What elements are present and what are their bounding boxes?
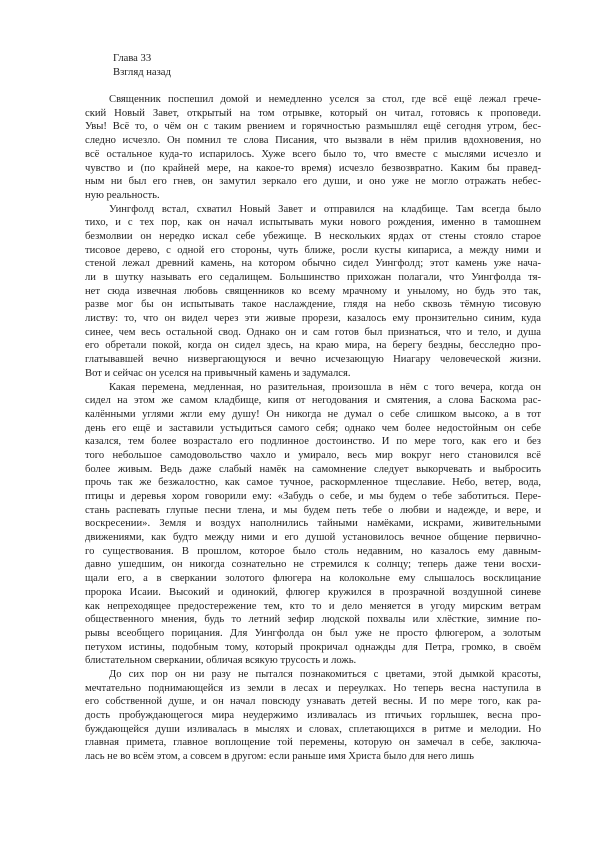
text-line: сидел на этом же самом кладбище, кипя от негодования и смятения, а слова Баскома рас- [85,395,541,407]
paragraph [85,203,541,381]
text-line: Священник поспешил домой и немедленно уселся за стол, где всё ещё лежал грече- [109,94,541,106]
text-line: стеной лежал древний камень, на котором обычно сидел Уингфолд; этот камень уже нача- [85,258,541,270]
text-line: главная примета, главное воплощение той перемены, которую он замечал в себе, заключа- [85,737,541,749]
text-line: разве мог бы он испытывать такое наслаждение, глядя на небо сквозь тёмную тисовую [85,299,541,311]
text-line: лась не во всём этом, а совсем в другом: если раньше имя Христа было для него лишь [85,751,474,763]
page-text-block [85,52,541,764]
chapter-subtitle: Взгляд назад [113,66,171,78]
text-line: стань распевать глупые песни тлена, и мы будем петь тебе о любви и надежде, и вере, и [85,504,541,516]
text-line: калёнными углями жгли ему душу! Он никогда не думал о себе слишком высоко, а в тот [85,408,541,420]
text-line: его обретали покой, когда он сидел здесь, на краю мира, на берегу бездны, бесследно про- [85,340,541,352]
text-line: буждающейся души изливалась в мыслях и словах, сплетающихся в ритме и мелодии. Но [85,723,541,735]
text-line: нет сюда извечная любовь священников ко всему мрачному и унылому, но будь это так, [85,285,541,297]
text-line: того небольшое самодовольство чахло и умирало, весь мир вокруг него становился всё [85,449,541,461]
chapter-heading: Глава 33 [113,53,152,64]
text-line: давно ушедшим, он никогда сознательно не стремился к солнцу; теперь даже тени восхи- [85,559,541,571]
text-line: ным ни был его гнев, он замутил зеркало его души, и оно уже не могло отражать небес- [85,176,541,188]
paragraph [85,93,541,203]
text-line: глатывавшей вечно низвергающуюся и вечно исчезающую Ниагару человеческой жизни. [85,354,541,366]
text-line: его собственной душе, и он начал повсюду узнавать детей весны. И по мере того, как ра- [85,696,541,708]
paragraph [85,381,541,668]
text-line: мечтательно поднимающейся из земли в лесах и переулках. Но теперь весна наступила в [85,682,541,694]
text-line: казался, тем более возрастало его подлинное достоинство. И по мере того, как его и без [85,436,541,448]
text-line: движениями, как будто между ними и его душой установилось вечное общение первично- [85,532,541,544]
text-line: птицы и деревья хором говорили ему: «Забудь о себе, и мы будем о тебе заботиться. Пере- [85,491,541,502]
text-line: Какая перемена, медленная, но разительная, произошла в нём с того вечера, когда он [109,381,541,393]
text-line: щали его, а в сверкании золотого флюгера на колокольне ему слышалось восклицание [85,573,541,585]
text-line: более живым. Ведь даже слабый намёк на самомнение следует выкорчевать и выбросить [85,463,541,475]
text-line: прочь так же безжалостно, как самое тучное, раскормленное тщеславие. Небо, ветер, вода, [85,477,541,489]
paragraph [85,668,541,764]
text-line: Увы! Всё то, о чём он с таким рвением и горячностью размышлял ещё сегодня утром, бес- [85,121,541,133]
text-line: чувство и (по крайней мере, на какое-то время) исчезло безвозвратно. Каким бы правед- [85,162,541,174]
text-line: дость пробуждающегося мира неудержимо изливалась из птичьих горлышек, весна про- [85,710,541,721]
text-line: Уингфолд встал, схватил Новый Завет и отправился на кладбище. Там всегда было [109,203,541,215]
text-line: го существования. В прошлом, которое было столь недавним, но казалось ему давным- [85,545,541,557]
text-line: общественного мнения, будь то летний зефир людской похвалы или хлёсткие, зимние по- [85,614,541,626]
text-line: рывы всеобщего порицания. Для Уингфолда он был уже не просто флюгером, а золотым [85,627,541,639]
text-line: блистательном сверкании, обличая всякую трусость и ложь. [85,655,357,667]
text-line: тихо, и с тех пор, как он начал испытывать муки нового рождения, именно в тамошнем [85,217,541,229]
page-text [85,93,541,764]
text-line: ский Новый Завет, открытый на том отрывке, который он читал, готовясь к проповеди. [85,107,541,119]
text-line: листву: то, что он видел через эти живые прорези, казалось ему пронзительно синим, куда [85,313,541,325]
text-line: тисовое дерево, с одной его стороны, чуть ближе, росли кусты кипариса, а между ними и [85,244,541,256]
text-line: следно исчезло. Он помнил те слова Писания, что вызвали в нём прилив вдохновения, но [85,135,541,147]
heading-spacer [85,79,541,93]
text-line: как непреходящее предостережение тем, кто то и дело меняется в угоду мирским ветрам [85,600,541,612]
text-line: всё остальное куда-то испарилось. Хуже всего было то, что вместе с мыслями исчезло и [85,148,541,160]
text-line: пророка Исаии. Высокий и одинокий, флюгер кружился в прозрачной воздушной синеве [85,586,541,598]
text-line: ную реальность. [85,189,160,201]
text-line: безмолвии он нередко искал себе убежище. В нескольких ярдах от стены стояло старое [85,230,541,242]
text-line: петухом истины, подобным тому, который прокричал однажды для Петра, громко, в своём [85,641,541,653]
text-line: день его ещё и заставили устыдиться самого себя; однако чем более недостойным он себе [85,422,541,434]
text-line: воскресении». Земля и воздух наполнились тайными намёками, искрами, живительными [85,518,541,530]
text-line: ли в шутку называть его седалищем. Большинство прихожан полагали, что Уингфолда тя- [85,272,541,283]
text-line: Вот и сейчас он уселся на привычный камень и задумался. [85,367,351,379]
text-line: До сих пор он ни разу не пытался познакомиться с цветами, этой дымкой красоты, [109,668,541,680]
text-line: синее, чем весь остальной свод. Однако он и сам готов был признаться, что и тело, и душа [85,326,541,338]
